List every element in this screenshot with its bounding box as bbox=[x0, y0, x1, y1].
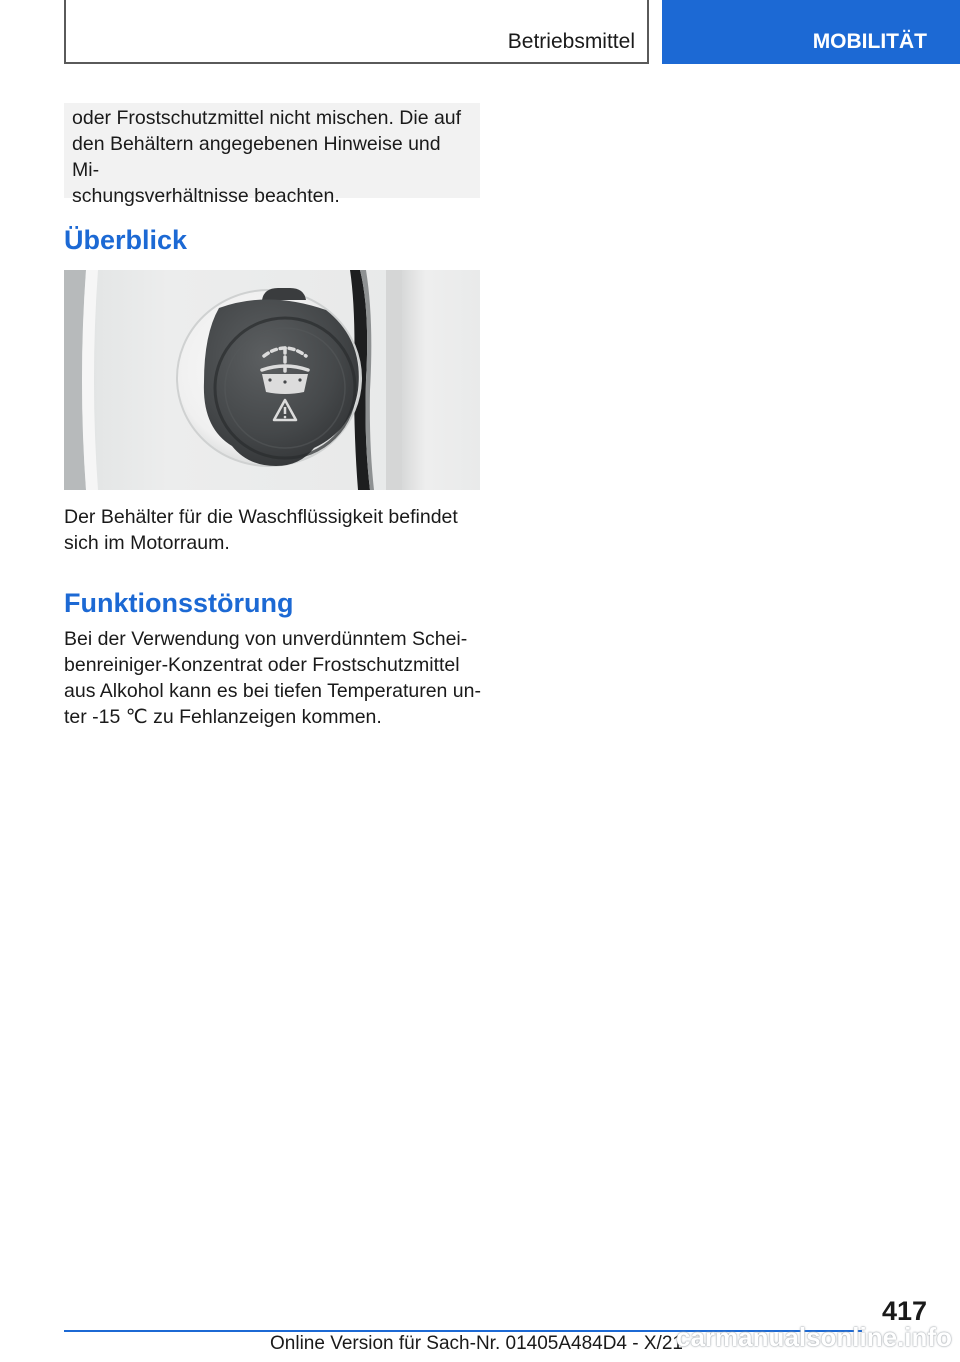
washer-fluid-cap-icon bbox=[64, 270, 480, 490]
malfunction-line: benreiniger-Konzentrat oder Frostschutzmittel bbox=[64, 654, 460, 676]
note-line: den Behältern angegebenen Hinweise und Mi- bbox=[72, 133, 441, 181]
malfunction-paragraph bbox=[64, 626, 484, 730]
footer-online-version: Online Version für Sach-Nr. 01405A484D4 - X/21 bbox=[270, 1333, 683, 1354]
washer-fluid-reservoir-figure bbox=[64, 270, 480, 490]
note-line: schungsverhältnisse beachten. bbox=[72, 185, 340, 207]
overview-line: sich im Motorraum. bbox=[64, 532, 230, 554]
page-number: 417 bbox=[881, 1296, 927, 1326]
malfunction-line: aus Alkohol kann es bei tiefen Temperaturen un- bbox=[64, 680, 481, 702]
overview-line: Der Behälter für die Waschflüssigkeit befindet bbox=[64, 506, 458, 528]
note-line: oder Frostschutzmittel nicht mischen. Die auf bbox=[72, 107, 462, 129]
overview-heading: Überblick bbox=[64, 225, 188, 255]
malfunction-line: ter -15 ℃ zu Fehlanzeigen kommen. bbox=[64, 706, 382, 728]
malfunction-heading: Funktionsstörung bbox=[64, 588, 294, 618]
malfunction-line: Bei der Verwendung von unverdünntem Schei- bbox=[64, 628, 468, 650]
header-section-title: Betriebsmittel bbox=[507, 30, 635, 53]
header-chapter-tab: MOBILITÄT bbox=[662, 0, 960, 64]
note-box bbox=[64, 103, 480, 207]
overview-paragraph bbox=[64, 504, 484, 556]
watermark: carmanualsonline.info bbox=[676, 1322, 952, 1352]
